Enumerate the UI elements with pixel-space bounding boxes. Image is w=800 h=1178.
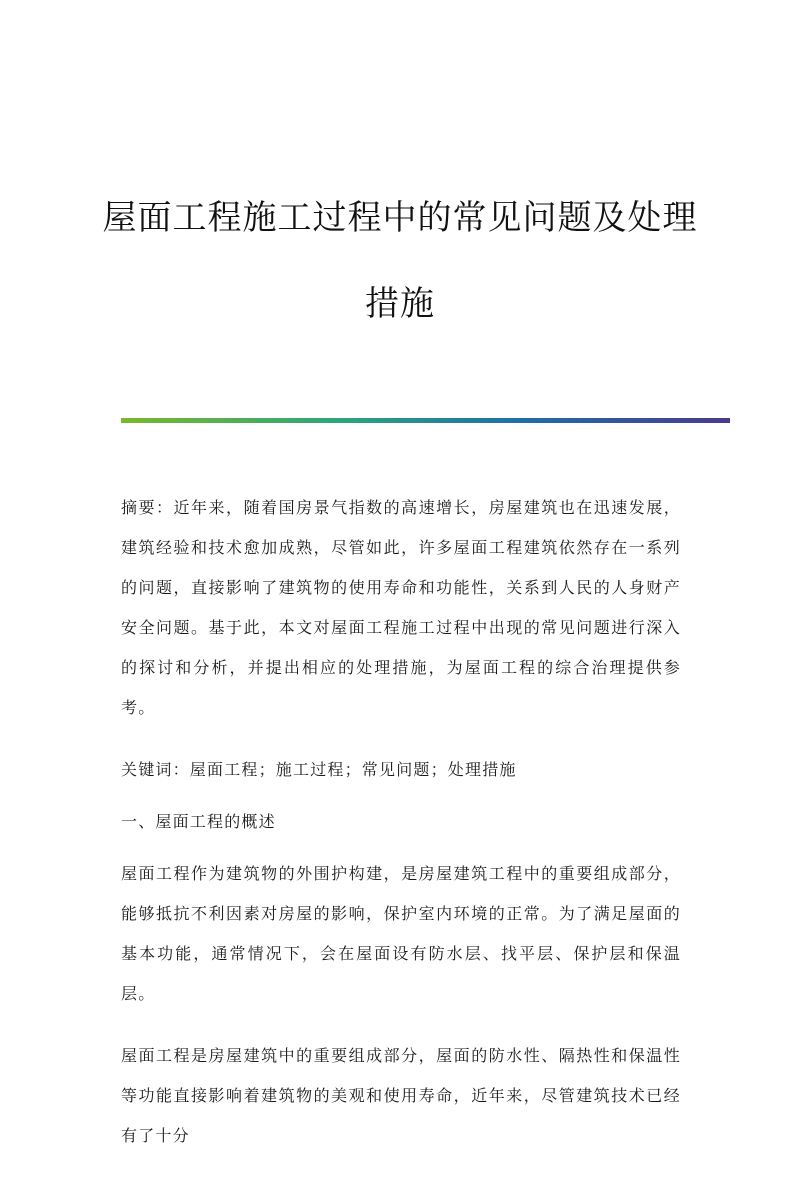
section-heading: 一、屋面工程的概述	[121, 812, 276, 831]
body-paragraph-1: 屋面工程作为建筑物的外围护构建，是房屋建筑工程中的重要组成部分，能够抵抗不利因素对房屋的影响，保护室内环境的正常。为了满足屋面的基本功能，通常情况下，会在屋面设有防水层、找平层、保护层和保温层。	[121, 864, 681, 1003]
title-divider	[121, 418, 730, 423]
body-paragraph-2: 屋面工程是房屋建筑中的重要组成部分，屋面的防水性、隔热性和保温性等功能直接影响着建筑物的美观和使用寿命，近年来，尽管建筑技术已经有了十分	[121, 1046, 681, 1145]
document-body	[121, 488, 681, 1178]
document-title-line-1: 屋面工程施工过程中的常见问题及处理	[102, 198, 698, 238]
document-title-line-2: 措施	[365, 284, 435, 324]
keywords-line: 关键词：屋面工程；施工过程；常见问题；处理措施	[121, 760, 517, 779]
abstract-paragraph: 摘要：近年来，随着国房景气指数的高速增长，房屋建筑也在迅速发展，建筑经验和技术愈加成熟，尽管如此，许多屋面工程建筑依然存在一系列的问题，直接影响了建筑物的使用寿命和功能性，关系到人民的人身财产安全问题。基于此，本文对屋面工程施工过程中出现的常见问题进行深入的探讨和分析，并提出相应的处理措施，为屋面工程的综合治理提供参考。	[121, 498, 681, 717]
